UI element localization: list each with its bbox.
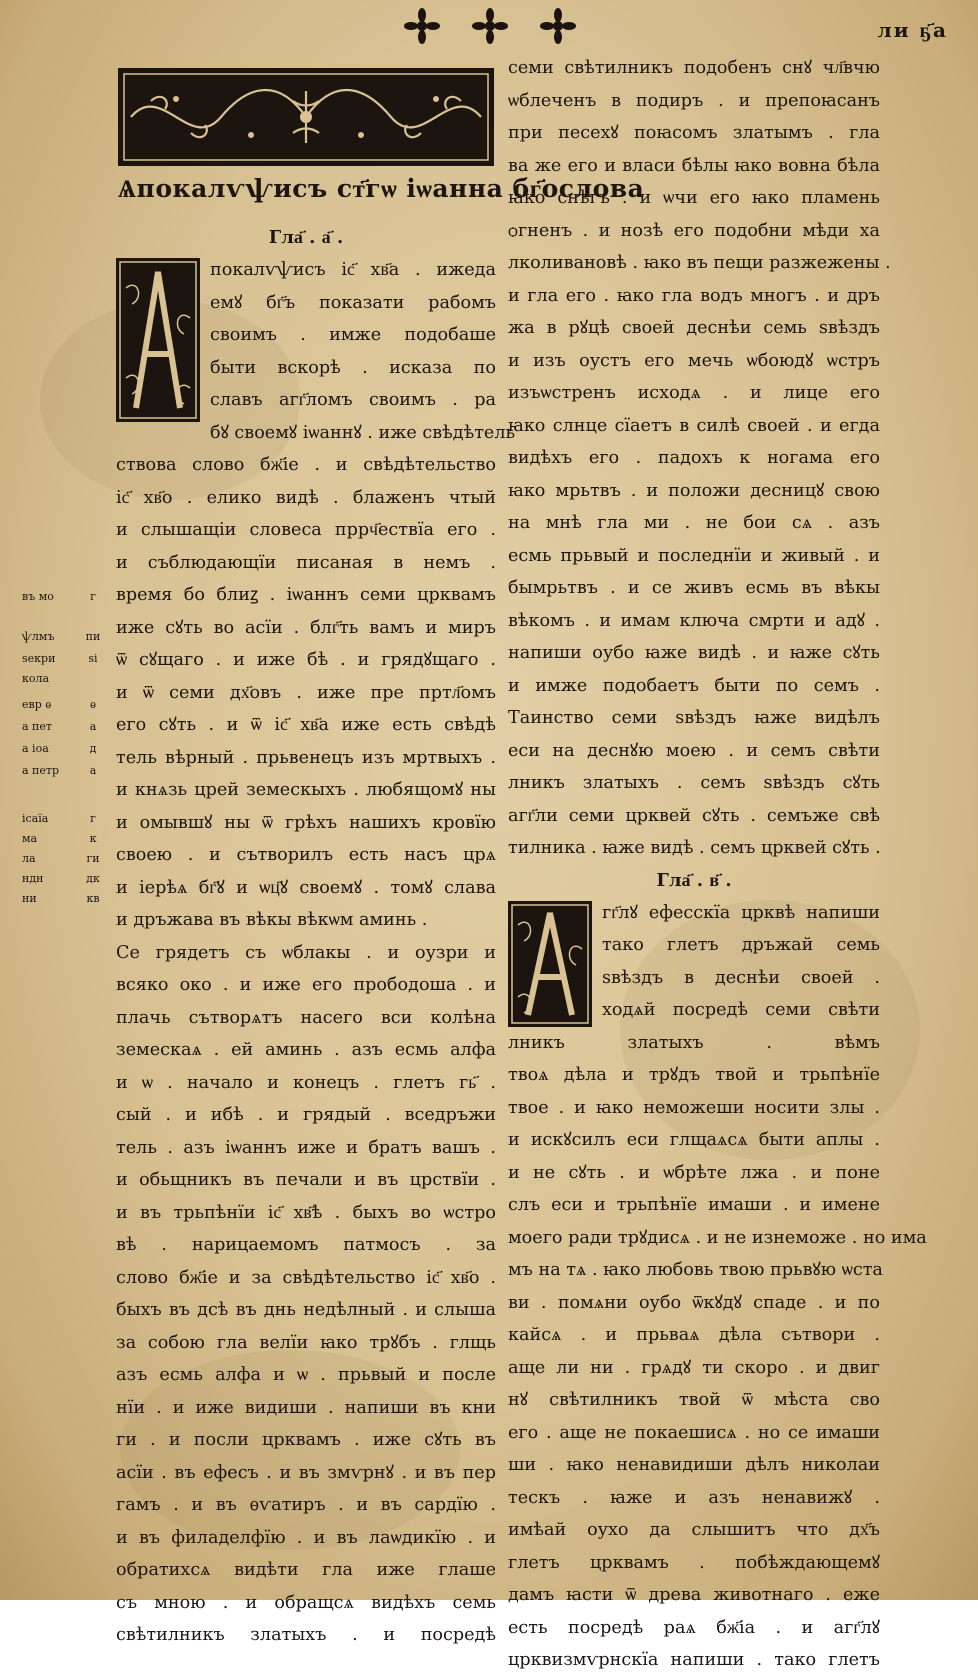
text-line: ви . помѧни оубо ѿкꙋдꙋ спаде . и по (508, 1292, 880, 1313)
text-line: слово бж҃іе и за свѣдѣтельство іс҃ хв҃о . (116, 1267, 496, 1288)
margin-note: въ мо г (22, 590, 96, 603)
chapter-heading: Гла҃ . в҃ . (656, 869, 732, 891)
text-line: агг҃ли семи црквей сꙋть . семъже свѣ (508, 805, 880, 826)
text-line: глетъ црквамъ . побѣждающемꙋ (508, 1552, 880, 1573)
text-line: видѣхъ его . падохъ к ногама его (508, 448, 880, 468)
text-line: лникъ златыхъ . вѣмъ (508, 1032, 880, 1053)
text-line: Таинство семи ѕвѣздъ ꙗже видѣлъ (508, 708, 880, 728)
text-line: быти вскорѣ . исказа по (210, 357, 496, 378)
text-line: и слышащіи словеса пррч҃ествїа его . (116, 520, 496, 540)
text-line: за собою гла велїи ꙗко трꙋбъ . глщь (116, 1332, 496, 1353)
text-line: и въ филаделфїю . и въ лаѡдикїю . и (116, 1527, 496, 1548)
text-line: мъ на тѧ . ꙗко любовь твою прьвꙋю ѡста (508, 1260, 883, 1280)
text-line: своею . и сътворилъ есть насъ црѧ (116, 845, 496, 865)
text-line: съ мною . и обращсѧ видѣхъ семь (116, 1592, 496, 1613)
text-line: ва же его и власи бѣлы ꙗко вовна бѣла (508, 155, 880, 176)
margin-note: кола (22, 672, 50, 685)
margin-note: ни кв (22, 892, 100, 905)
text-line: и дръжава въ вѣкы вѣкѡм аминь . (116, 910, 428, 930)
margin-note: а пет а (22, 720, 97, 733)
decorated-initial (508, 901, 592, 1027)
text-line: славъ агг҃ломъ своимъ . ра (210, 390, 496, 410)
text-line: ѕвѣздъ в деснѣи своей . (602, 967, 880, 988)
text-line: ги . и посли црквамъ . иже сꙋть въ (116, 1430, 496, 1450)
text-line: ѻгненъ . и нозѣ его подобни мѣди ха (508, 220, 880, 241)
text-line: плачь сътворѧтъ насего вси колѣна (116, 1007, 496, 1028)
text-line: гамъ . и въ ѳѵатиръ . и въ сардїю . (116, 1495, 496, 1515)
text-line: кайсѧ . и прьваѧ дѣла сътвори . (508, 1325, 880, 1345)
text-line: вѣ . нарицаемомъ патмосъ . за (116, 1235, 496, 1255)
text-line: земескаѧ . ей аминь . азъ есмь алфа (116, 1040, 496, 1060)
text-line: и изъ оустъ его мечь ѡбоюдꙋ ѡстръ (508, 350, 880, 371)
text-line: ходѧй посредѣ семи свѣти (602, 1000, 880, 1020)
fleuron-ornaments (400, 6, 580, 46)
text-line: моего ради трꙋдисѧ . и не изнеможе . но има (508, 1227, 927, 1248)
margin-note: ѱлмъ пи (22, 630, 101, 643)
margin-notes (22, 590, 114, 912)
text-line: ѿ сꙋщаго . и иже бѣ . и грядꙋщаго . (116, 650, 496, 670)
text-line: его . аще не покаешисѧ . но се имаши (508, 1422, 880, 1443)
text-line: обратихсѧ видѣти гла иже глаше (116, 1560, 496, 1580)
margin-note: ма к (22, 832, 97, 845)
text-line: лникъ златыхъ . семъ ѕвѣздъ сꙋть (508, 773, 880, 793)
text-line: при песехꙋ поꙗсомъ златымъ . гла (508, 123, 880, 143)
text-line: и съблюдающїи писаная в немъ . (116, 552, 496, 573)
text-line: гг҃лꙋ ефесскїа црквѣ напиши (602, 902, 880, 923)
text-line: жа в рꙋцѣ своей деснѣи семь ѕвѣздъ (508, 318, 880, 338)
text-line: тель вѣрный . прьвенецъ изъ мртвыхъ . (116, 747, 496, 768)
text-line: изъѡстренъ исходѧ . и лице его (508, 383, 880, 403)
text-line: быхъ въ дсѣ въ днь недѣлный . и слыша (116, 1300, 496, 1320)
margin-note: ндн дк (22, 872, 100, 885)
text-line: твое . и ꙗко неможеши носити злы . (508, 1097, 880, 1118)
text-line: нїи . и иже видиши . напиши въ кни (116, 1397, 496, 1418)
text-line: тель . азъ іѡаннъ иже и братъ вашъ . (116, 1137, 496, 1158)
text-line: ствова слово бж҃іе . и свѣдѣтельство (116, 455, 496, 475)
text-line: всяко око . и иже его прободоша . и (116, 975, 496, 995)
text-line: время бо блиꙁ . іѡаннъ семи црквамъ (116, 585, 496, 605)
right-column (508, 52, 927, 1677)
text-line: и гла его . ꙗко гла водъ многъ . и дръ (508, 285, 880, 306)
margin-note: ла ги (22, 852, 100, 865)
text-line: тако глетъ дръжай семь (602, 935, 880, 955)
decorated-initial (116, 258, 200, 422)
text-line: и обьщникъ въ печали и въ црствїи . (116, 1170, 496, 1190)
text-line: и искꙋсилъ еси глщаѧсѧ быти аплы . (508, 1130, 880, 1150)
book-title: Ѧпокалѵѱисъ ст҃гѡ іѡанна бг҃ослова (118, 174, 645, 203)
ornamental-headpiece (118, 68, 494, 166)
margin-note: евр ѳ ѳ (22, 698, 97, 711)
text-line: вѣкомъ . и имам ключа смрти и адꙋ . (508, 610, 880, 631)
margin-note: а іоа д (22, 742, 97, 755)
text-line: и имже подобаетъ быти по семъ . (508, 675, 880, 696)
text-line: тилника . ꙗже видѣ . семъ црквей сꙋть . (508, 838, 881, 858)
text-line: црквизмѵрнскїа напиши . тако глетъ (508, 1650, 880, 1670)
text-line: иже сꙋть во асїи . блг҃ть вамъ и миръ (116, 617, 496, 638)
text-line: его сꙋть . и ѿ іс҃ хв҃а иже есть свѣдѣ (116, 715, 496, 735)
text-line: и омывшꙋ ны ѿ грѣхъ нашихъ кровїю (116, 812, 496, 833)
text-line: іс҃ хв҃о . елико видѣ . блаженъ чтый (116, 487, 496, 508)
text-line: лколивановѣ . ꙗко въ пещи разжежены . (508, 253, 891, 273)
text-line: еси на деснꙋю моею . и семъ свѣти (508, 740, 880, 761)
text-line: сый . и ибѣ . и грядый . вседръжи (116, 1105, 496, 1125)
text-line: и кнѧзь црей земескыхъ . любящомꙋ ны (116, 780, 496, 800)
text-line: и іерѣѧ бг҃ꙋ и ѡц҃ꙋ своемꙋ . томꙋ слава (116, 877, 496, 898)
folio-number: ли ҕ҃а (877, 18, 948, 42)
text-line: напиши оубо ꙗже видѣ . и ꙗже сꙋть (508, 643, 880, 663)
text-line: ꙗко мрьтвъ . и положи десницꙋ свою (508, 480, 880, 501)
text-line: дамъ ꙗсти ѿ древа животнаго . еже (508, 1585, 880, 1605)
left-column (116, 222, 516, 1652)
margin-note: ісаїа г (22, 812, 96, 825)
text-line: слъ еси и трьпѣнїе имаши . и имене (508, 1195, 880, 1215)
text-line: на мнѣ гла ми . не бои сѧ . азъ (508, 513, 880, 533)
text-line: бымрьтвъ . и се живъ есмь въ вѣкы (508, 578, 880, 598)
text-line: ꙗко слнце сїаетъ в силѣ своей . и егда (508, 415, 880, 436)
text-line: есмь прьвый и последнїи и живый . и (508, 545, 880, 566)
text-line: твоѧ дѣла и трꙋдъ твой и трьпѣнїе (508, 1065, 880, 1085)
text-line: есть посредѣ раѧ бж҃іа . и агг҃лꙋ (508, 1617, 880, 1638)
text-line: и не сꙋть . и ѡбрѣте лжа . и поне (508, 1162, 880, 1183)
text-line: и въ трьпѣнїи іс҃ хв҃ѣ . быхъ во ѡстро (116, 1202, 496, 1223)
chapter-heading: Гла҃ . а҃ . (268, 227, 344, 248)
text-line: своимъ . имже подобаше (210, 325, 496, 345)
text-line: ши . ꙗко ненавидиши дѣлъ николаи (508, 1455, 880, 1475)
text-line: ѡблеченъ в подиръ . и препоꙗсанъ (508, 90, 880, 111)
text-line: аще ли ни . грѧдꙋ ти скоро . и двиг (508, 1357, 880, 1378)
margin-note: а петр а (22, 764, 97, 777)
text-line: свѣтилникъ златыхъ . и посредѣ (116, 1625, 496, 1645)
text-line: нꙋ свѣтилникъ твой ѿ мѣста сво (508, 1390, 880, 1410)
text-line: покалѵѱисъ іс҃ хв҃а . ижеда (210, 260, 496, 280)
right-column-text (508, 52, 891, 865)
text-line: имѣай оухо да слышитъ что дх҃ъ (508, 1520, 880, 1540)
text-line: асїи . въ ефесъ . и въ змѵрнꙋ . и въ пер (116, 1462, 496, 1483)
text-line: азъ есмь алфа и ѡ . прьвый и после (116, 1365, 496, 1385)
margin-note: ѕекри ѕі (22, 652, 98, 665)
text-line: и ѡ . начало и конецъ . глетъ гь҃ . (116, 1072, 496, 1093)
text-line: емꙋ бг҃ъ показати рабомъ (210, 292, 496, 313)
text-line: ꙗко снѣгъ . и ѡчи его ꙗко пламень (508, 188, 880, 208)
text-line: тескъ . ꙗже и азъ ненавижꙋ . (508, 1487, 880, 1508)
text-line: бꙋ своемꙋ іѡаннꙋ . иже свѣдѣтель (210, 422, 516, 443)
right-column-text-continued (508, 897, 927, 1677)
text-line: и ѿ семи дх҃овъ . иже пре пртл҃омъ (116, 682, 496, 703)
text-line: семи свѣтилникъ подобенъ снꙋ чл҃вчю (508, 58, 880, 78)
text-line: Се грядетъ съ ѡблакы . и оузри и (116, 942, 496, 963)
left-column-text (116, 254, 516, 1652)
